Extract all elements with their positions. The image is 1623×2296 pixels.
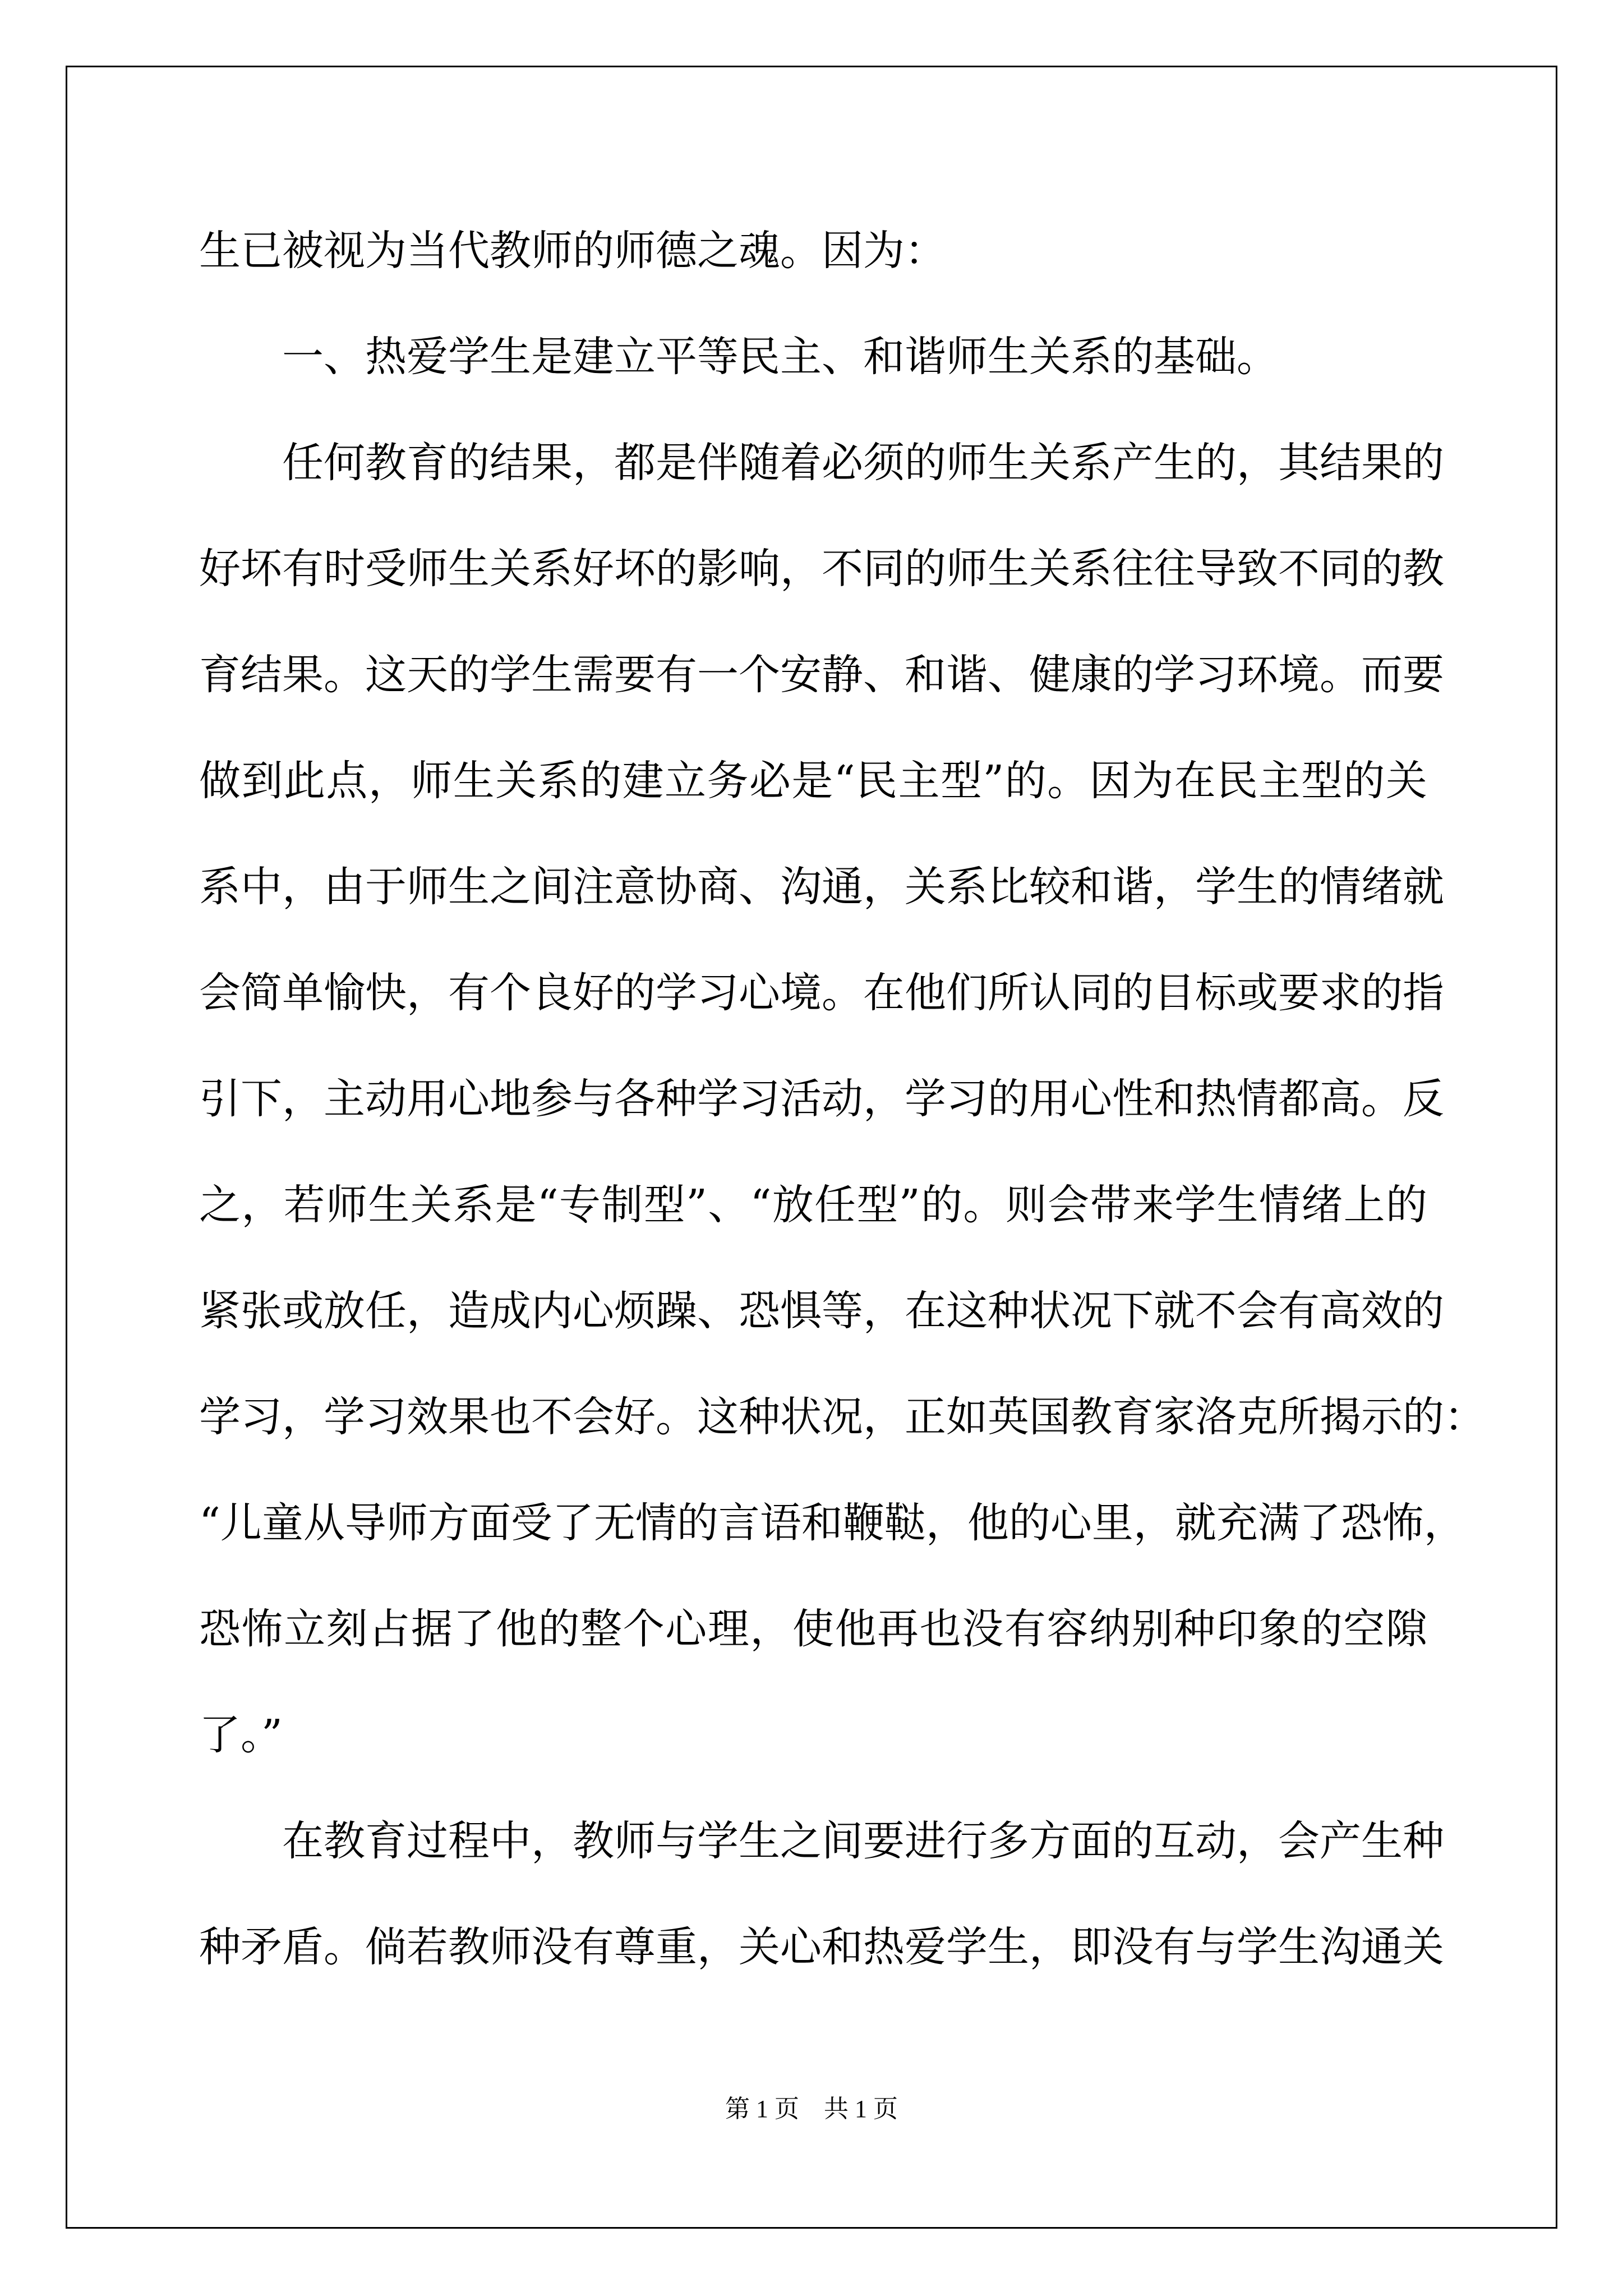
text-line-7: 系中，由于师生之间注意协商、沟通，关系比较和谐，学生的情绪就 <box>199 863 1444 911</box>
page-border <box>66 66 1557 2229</box>
text-line-13: “儿童从导师方面受了无情的言语和鞭鞑，他的心里，就充满了恐怖， <box>199 1499 1465 1547</box>
text-line-4: 好坏有时受师生关系好坏的影响，不同的师生关系往往导致不同的教 <box>199 545 1444 593</box>
text-line-8: 会简单愉快，有个良好的学习心境。在他们所认同的目标或要求的指 <box>199 969 1444 1017</box>
page-number-footer: 第 1 页 共 1 页 <box>725 2095 898 2123</box>
text-line-3: 任何教育的结果，都是伴随着必须的师生关系产生的，其结果的 <box>199 439 1444 487</box>
text-line-1: 生已被视为当代教师的师德之魂。因为： <box>199 227 946 275</box>
text-line-5: 育结果。这天的学生需要有一个安静、和谐、健康的学习环境。而要 <box>199 651 1444 699</box>
text-line-14: 恐怖立刻占据了他的整个心理，使他再也没有容纳别种印象的空隙 <box>199 1605 1427 1653</box>
text-line-15: 了。” <box>199 1711 283 1759</box>
text-line-16: 在教育过程中，教师与学生之间要进行多方面的互动，会产生种 <box>199 1817 1444 1865</box>
text-line-12: 学习，学习效果也不会好。这种状况，正如英国教育家洛克所揭示的： <box>199 1393 1486 1441</box>
text-line-9: 引下，主动用心地参与各种学习活动，学习的用心性和热情都高。反 <box>199 1075 1444 1123</box>
text-line-11: 紧张或放任，造成内心烦躁、恐惧等，在这种状况下就不会有高效的 <box>199 1287 1444 1335</box>
text-line-6: 做到此点，师生关系的建立务必是“民主型”的。因为在民主型的关 <box>199 757 1427 805</box>
text-line-10: 之，若师生关系是“专制型”、“放任型”的。则会带来学生情绪上的 <box>199 1181 1427 1229</box>
text-line-17: 种矛盾。倘若教师没有尊重，关心和热爱学生，即没有与学生沟通关 <box>199 1923 1444 1971</box>
text-line-2: 一、热爱学生是建立平等民主、和谐师生关系的基础。 <box>199 333 1278 381</box>
